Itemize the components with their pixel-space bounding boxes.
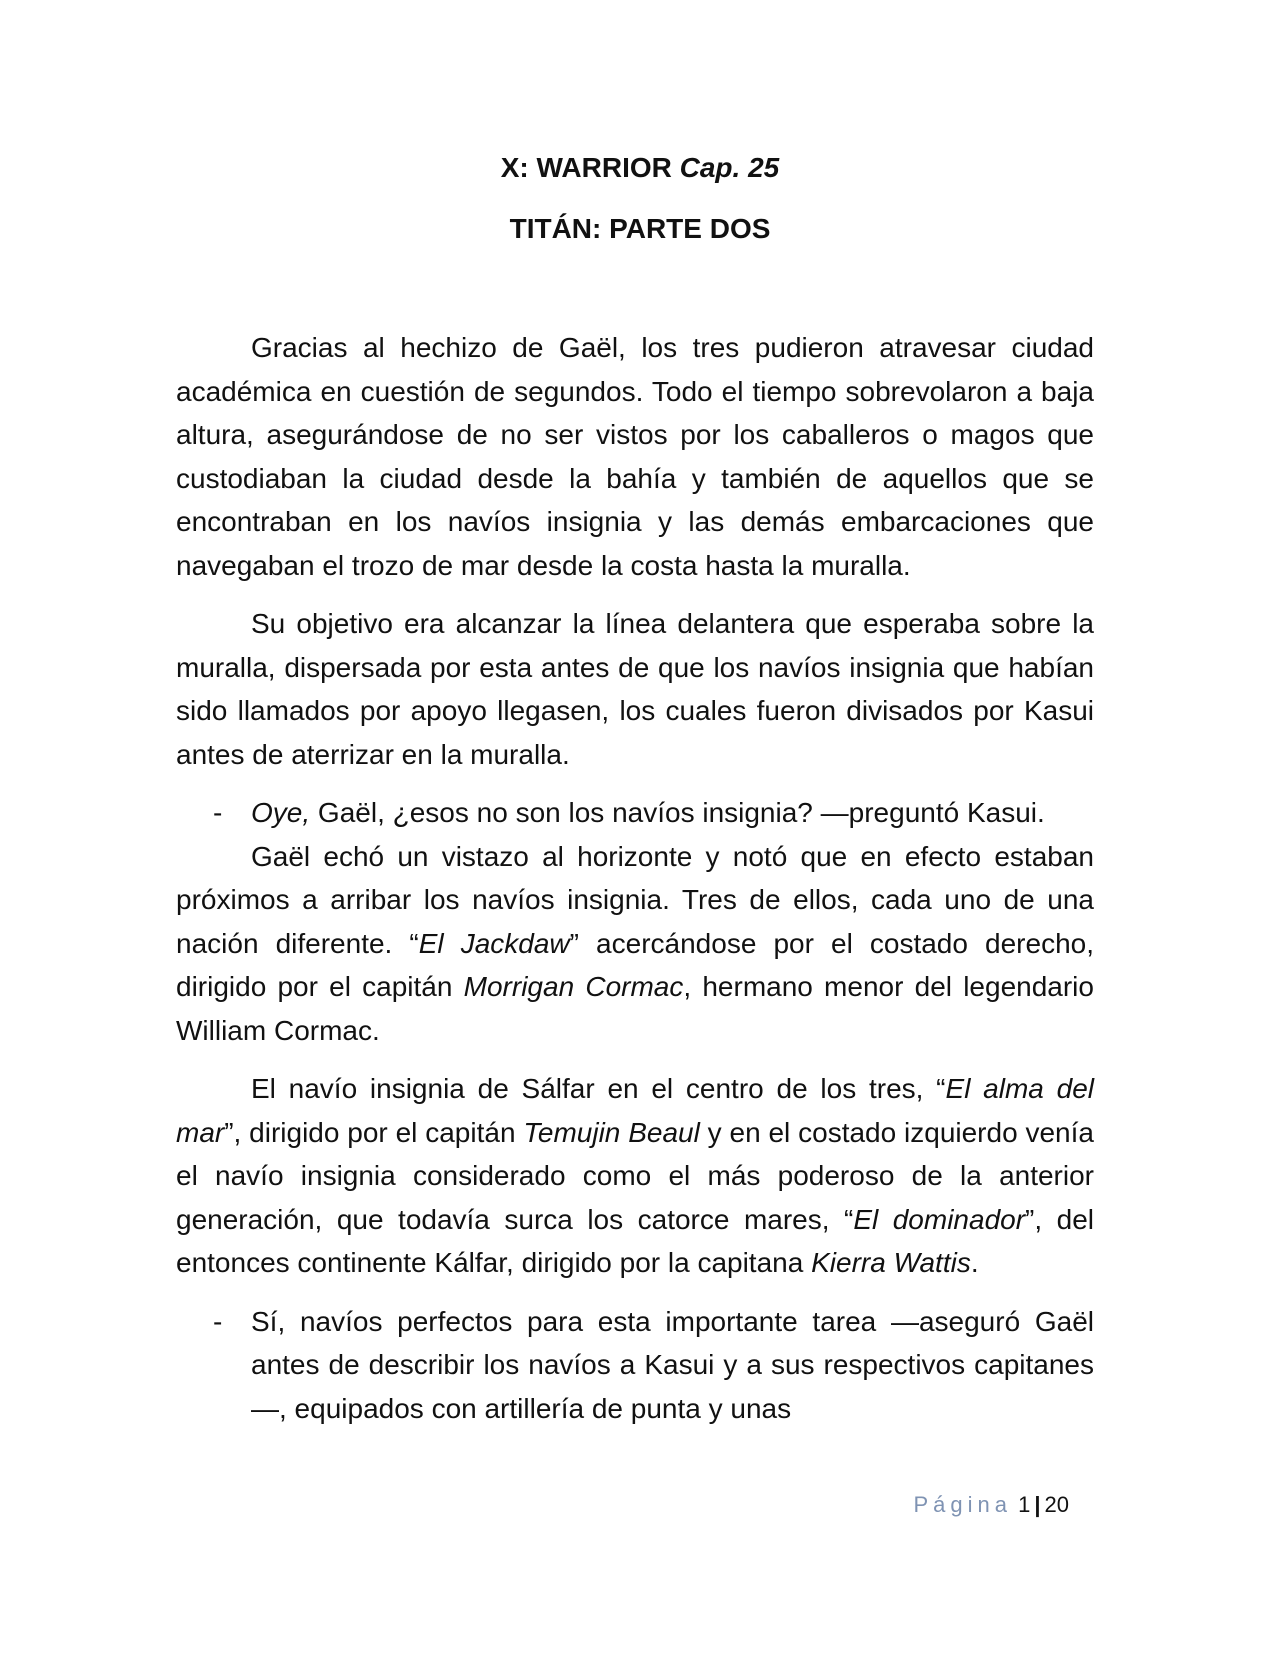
ship-name: El dominador xyxy=(853,1203,1026,1235)
chapter-label: Cap. 25 xyxy=(679,152,780,183)
dialogue-dash: - xyxy=(213,1305,223,1337)
page-subtitle: TITÁN: PARTE DOS xyxy=(509,213,771,244)
text-run: El navío insignia de Sálfar en el centro de los tres, “ xyxy=(251,1073,946,1104)
text-run: Gaël echó un vistazo al horizonte y notó que en efecto estaban próximos a arribar los navíos insignia. Tres de ellos, cada uno de una nación diferente. “ xyxy=(176,840,1094,959)
body-text xyxy=(176,326,1094,1430)
text-run: , hermano menor del legendario William Cormac. xyxy=(176,971,1094,1046)
captain-name: Temujin Beaul xyxy=(523,1116,700,1148)
page-total: 20 xyxy=(1044,1492,1069,1517)
paragraph-4 xyxy=(176,1067,1094,1285)
text-run: . xyxy=(970,1247,979,1278)
page-number: 1 xyxy=(1018,1492,1031,1517)
page-label: Página xyxy=(913,1492,1012,1517)
dialogue-line-2 xyxy=(176,1300,1094,1431)
text-run: ”, dirigido por el capitán xyxy=(224,1116,524,1148)
page-separator: | xyxy=(1034,1492,1041,1517)
text-run: ” acercándose por el costado derecho, dirigido por el capitán xyxy=(176,927,1094,1002)
captain-name: Kierra Wattis xyxy=(811,1247,971,1278)
dialogue-italic: Oye, xyxy=(251,797,311,828)
paragraph-1: Gracias al hechizo de Gaël, los tres pudieron atravesar ciudad académica en cuestión de segundos. Todo el tiempo sobrevolaron a baja altura, asegurándose de no ser vistos por los caballeros o magos que custodiaban la ciudad desde la bahía y también de aquellos que se encontraban en los navíos insignia y las demás embarcaciones que navegaban el trozo de mar desde la costa hasta la muralla. xyxy=(176,332,1094,581)
dialogue-text: Sí, navíos perfectos para esta importante tarea —aseguró Gaël antes de describir los navíos a Kasui y a sus respectivos capitanes—, equipados con artillería de punta y unas xyxy=(251,1305,1094,1424)
series-title: X: WARRIOR xyxy=(500,152,672,183)
ship-name: El alma del mar xyxy=(176,1073,1094,1148)
dialogue-dash: - xyxy=(213,797,223,828)
page-title xyxy=(0,150,1280,186)
text-run: y en el costado izquierdo venía el navío insignia considerado como el más poderoso de la anterior generación, que todavía surca los catorce mares, “ xyxy=(176,1116,1094,1235)
page-footer xyxy=(0,1491,1069,1519)
text-run: ”, del entonces continente Kálfar, dirigido por la capitana xyxy=(176,1203,1095,1278)
paragraph-3 xyxy=(176,835,1094,1053)
ship-name: El Jackdaw xyxy=(418,927,570,959)
dialogue-text: Gaël, ¿esos no son los navíos insignia? —preguntó Kasui. xyxy=(310,797,1045,828)
dialogue-line-1 xyxy=(176,791,1094,835)
paragraph-2: Su objetivo era alcanzar la línea delantera que esperaba sobre la muralla, dispersada por esta antes de que los navíos insignia que habían sido llamados por apoyo llegasen, los cuales fueron divisados por Kasui antes de aterrizar en la muralla. xyxy=(176,608,1094,770)
captain-name: Morrigan Cormac xyxy=(463,971,684,1002)
